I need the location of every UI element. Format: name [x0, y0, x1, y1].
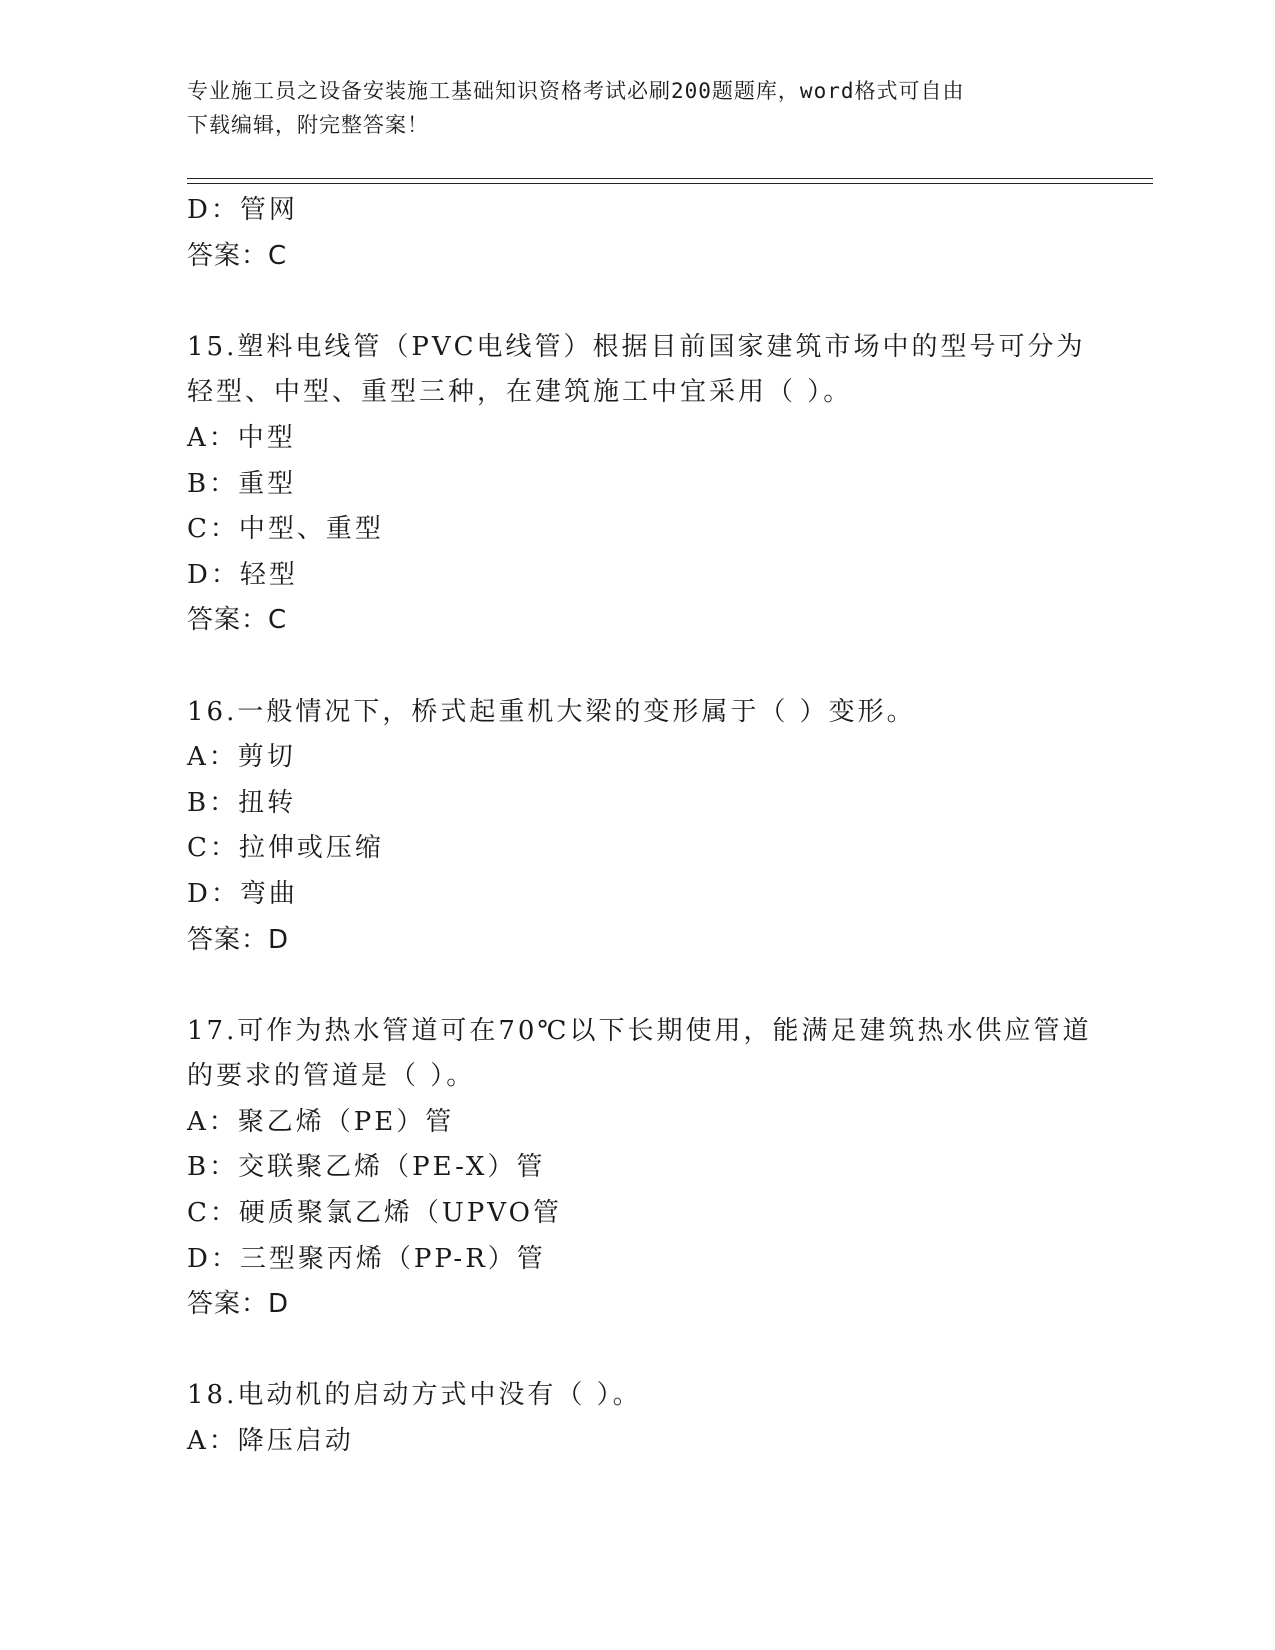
option-c: C：中型、重型 — [187, 514, 384, 545]
spacer — [187, 644, 1153, 690]
spacer — [187, 279, 1153, 325]
question-stem: 15.塑料电线管（PVC电线管）根据目前国家建筑市场中的型号可分为 — [187, 331, 1086, 362]
question-18 — [187, 1373, 1153, 1464]
option-a: A：中型 — [187, 422, 296, 453]
document-header — [187, 74, 1087, 142]
option-d: D：三型聚丙烯（PP-R）管 — [187, 1243, 546, 1274]
answer-line: 答案：C — [187, 605, 288, 636]
question-16 — [187, 690, 1153, 964]
option-d: D：弯曲 — [187, 878, 298, 909]
question-17 — [187, 1009, 1153, 1328]
answer-line: 答案：C — [187, 240, 288, 271]
option-a: A：剪切 — [187, 742, 296, 773]
question-stem-cont: 的要求的管道是（ ）。 — [187, 1061, 476, 1092]
question-stem: 16.一般情况下，桥式起重机大梁的变形属于（ ）变形。 — [187, 696, 916, 727]
question-stem: 17.可作为热水管道可在70℃以下长期使用，能满足建筑热水供应管道 — [187, 1015, 1092, 1046]
option-b: B：扭转 — [187, 787, 297, 818]
option-b: B：重型 — [187, 468, 297, 499]
option-a: A：降压启动 — [187, 1426, 354, 1457]
answer-line: 答案：D — [187, 924, 290, 955]
header-rule-top — [187, 178, 1153, 179]
question-stem: 18.电动机的启动方式中没有（ ）。 — [187, 1380, 642, 1411]
option-c: C：拉伸或压缩 — [187, 833, 384, 864]
header-rule-bottom — [187, 183, 1153, 184]
option-d: D：管网 — [187, 195, 298, 225]
option-a: A：聚乙烯（PE）管 — [187, 1106, 455, 1137]
previous-question-tail — [187, 188, 1153, 279]
header-line-1: 专业施工员之设备安装施工基础知识资格考试必刷200题题库，word格式可自由 — [187, 79, 965, 103]
header-line-2: 下载编辑，附完整答案！ — [187, 113, 429, 137]
option-d: D：轻型 — [187, 559, 298, 590]
answer-line: 答案：D — [187, 1289, 290, 1320]
option-b: B：交联聚乙烯（PE-X）管 — [187, 1152, 546, 1183]
spacer — [187, 1328, 1153, 1374]
question-15 — [187, 325, 1153, 644]
option-c: C：硬质聚氯乙烯（UPVO管 — [187, 1198, 562, 1229]
question-stem-cont: 轻型、中型、重型三种，在建筑施工中宜采用（ ）。 — [187, 377, 853, 408]
document-body — [187, 188, 1153, 1465]
spacer — [187, 963, 1153, 1009]
